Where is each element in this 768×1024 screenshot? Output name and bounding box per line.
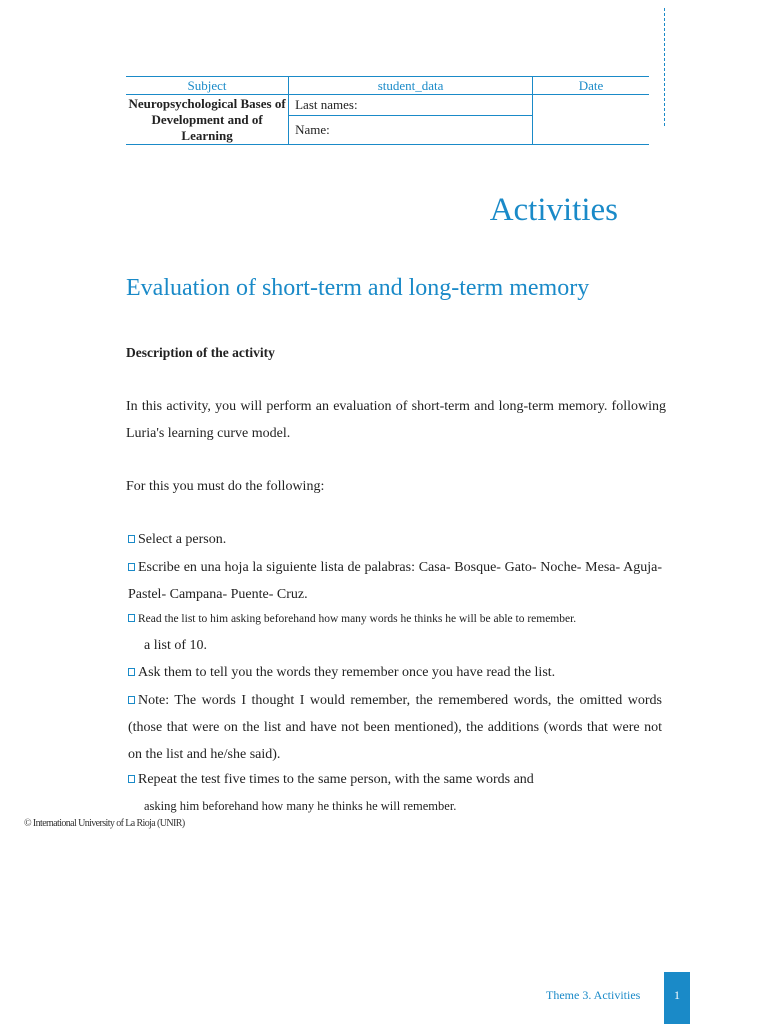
subject-value: Neuropsychological Bases of Development and of Learning (126, 95, 289, 145)
checkbox-square-icon (128, 535, 135, 543)
step-select-person (128, 527, 662, 554)
checkbox-square-icon (128, 696, 135, 704)
step-note-results (128, 687, 662, 768)
step-text: Select a person. (138, 532, 227, 547)
instructions-lead: For this you must do the following: (126, 479, 325, 494)
student-data-column-header: student_data (289, 77, 533, 95)
checkbox-square-icon (128, 614, 135, 622)
intro-paragraph: In this activity, you will perform an evaluation of short-term and long-term memory. following Luria's learning curve model. (126, 399, 666, 441)
step-read-list (128, 608, 662, 662)
step-text: Repeat the test five times to the same person, with the same words and (138, 772, 534, 787)
step-continuation: asking him beforehand how many he thinks he will remember. (144, 798, 457, 813)
footer-theme-label: Theme 3. Activities (546, 988, 641, 1002)
checkbox-square-icon (128, 775, 135, 783)
date-field[interactable] (533, 95, 649, 145)
name-field[interactable]: Name: (289, 116, 533, 145)
header-dashed-rule (664, 8, 665, 126)
step-text: Escribe en una hoja la siguiente lista de palabras: Casa- Bosque- Gato- Noche- Mesa- Aguja- Pastel- Campana- Puente- Cruz. (128, 560, 662, 602)
last-names-field[interactable]: Last names: (289, 95, 533, 116)
page-number-badge: 1 (664, 972, 690, 1024)
step-repeat-test (128, 767, 662, 818)
step-write-word-list (128, 555, 662, 608)
checkbox-square-icon (128, 668, 135, 676)
description-heading: Description of the activity (126, 345, 275, 360)
page-title: Activities (489, 192, 618, 228)
step-text: Ask them to tell you the words they remember once you have read the list. (138, 665, 556, 680)
step-text: Note: The words I thought I would remember, the remembered words, the omitted words (those that were on the list and have not been mentioned), the additions (words that were not on the list and he/she said). (128, 693, 662, 762)
header-table (126, 76, 649, 145)
copyright-notice: © International University of La Rioja (UNIR) (24, 818, 185, 829)
step-text: Read the list to him asking beforehand how many words he thinks he will be able to remember. (138, 613, 577, 625)
step-continuation: a list of 10. (144, 638, 207, 653)
step-recall-words (128, 660, 662, 687)
checkbox-square-icon (128, 563, 135, 571)
section-title: Evaluation of short-term and long-term memory (126, 275, 590, 301)
date-column-header: Date (533, 77, 649, 95)
subject-column-header: Subject (126, 77, 289, 95)
